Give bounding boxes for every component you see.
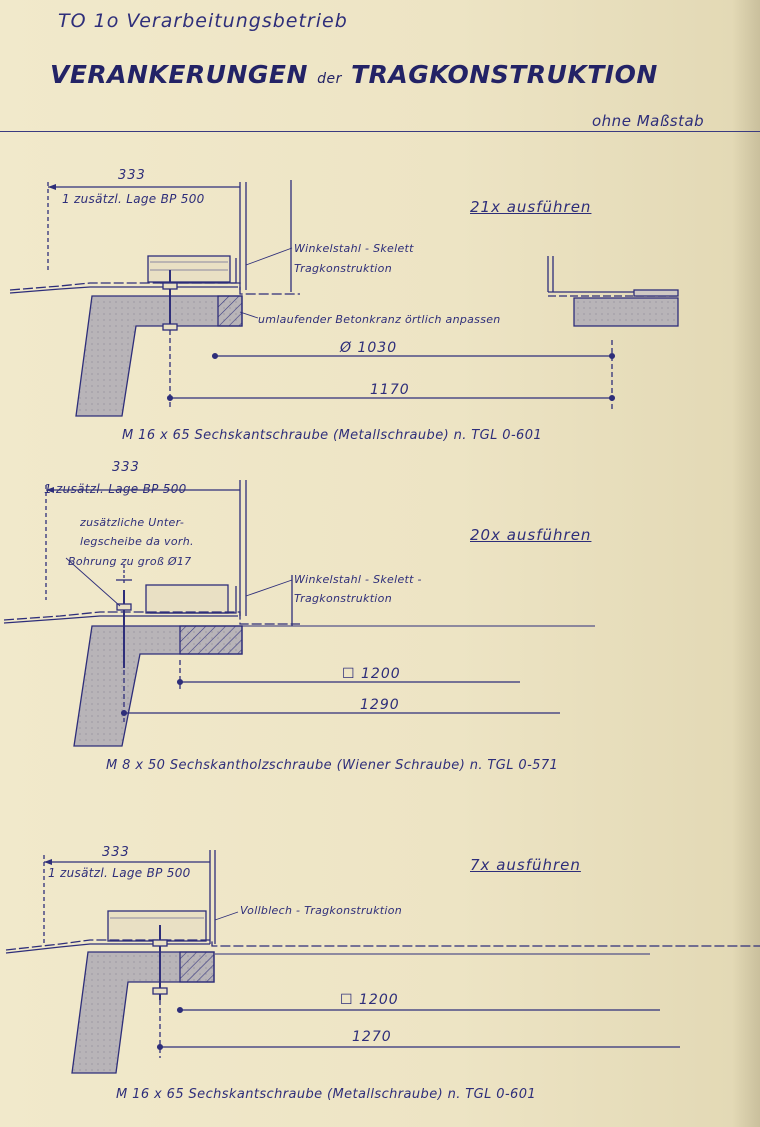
scale-note: ohne Maßstab — [592, 112, 705, 130]
title-part1: VERANKERUNGEN — [50, 60, 308, 89]
detail-2-timber-block — [146, 585, 228, 613]
detail-3-screw-spec: M 16 x 65 Sechskantschraube (Metallschraube) n. TGL 0-601 — [116, 1087, 537, 1102]
title-part2: TRAGKONSTRUKTION — [351, 60, 658, 89]
detail-1-dim-outer: 1170 — [370, 382, 410, 398]
detail-3-dim-333: 333 — [102, 845, 130, 860]
detail-1-ring-note: umlaufender Betonkranz örtlich anpassen — [258, 313, 501, 326]
detail-1-count-note: 21x ausführen — [470, 198, 592, 216]
detail-2-screw-spec: M 8 x 50 Sechskantholzschraube (Wiener Schraube) n. TGL 0-571 — [106, 758, 559, 773]
detail-2-frame-note-2: Tragkonstruktion — [294, 592, 392, 605]
detail-2-layer-note: 1 zusätzl. Lage BP 500 — [44, 482, 187, 496]
detail-2-washer-note-2: legscheibe da vorh. — [80, 535, 194, 548]
detail-1-frame-note-2: Tragkonstruktion — [294, 262, 392, 275]
detail-1-section-slab — [574, 298, 678, 326]
detail-1-timber-block — [148, 256, 230, 282]
detail-1-layer-note: 1 zusätzl. Lage BP 500 — [62, 192, 205, 206]
detail-3-dim-outer: 1270 — [352, 1029, 392, 1045]
detail-2-ring-hatch — [180, 626, 242, 654]
detail-3-count-note: 7x ausführen — [470, 856, 581, 874]
plant-label: TO 1o Verarbeitungsbetrieb — [58, 10, 348, 32]
detail-2-dim-outer: 1290 — [360, 697, 400, 713]
detail-3-layer-note: 1 zusätzl. Lage BP 500 — [48, 866, 191, 880]
detail-1-screw-spec: M 16 x 65 Sechskantschraube (Metallschraube) n. TGL 0-601 — [122, 428, 543, 443]
detail-3-ring-hatch — [180, 952, 214, 982]
title-der: der — [317, 71, 342, 87]
detail-3-frame-note-1: Vollblech - Tragkonstruktion — [240, 904, 403, 917]
detail-2-washer-note-1: zusätzliche Unter- — [80, 516, 185, 529]
detail-1-ring-hatch — [218, 296, 242, 326]
detail-2-washer-note-3: Bohrung zu groß Ø17 — [68, 555, 192, 568]
detail-3-timber-block — [108, 911, 206, 941]
detail-1-frame-note-1: Winkelstahl - Skelett — [294, 242, 414, 255]
detail-2-count-note: 20x ausführen — [470, 526, 592, 544]
detail-3-dim-inner: ☐ 1200 — [340, 992, 399, 1008]
detail-2-dim-333: 333 — [112, 460, 140, 475]
detail-1-dim-inner: Ø 1030 — [340, 340, 398, 356]
detail-1-dim-333: 333 — [118, 168, 146, 183]
detail-2-frame-note-1: Winkelstahl - Skelett - — [294, 573, 422, 586]
detail-2-dim-inner: ☐ 1200 — [342, 666, 401, 682]
